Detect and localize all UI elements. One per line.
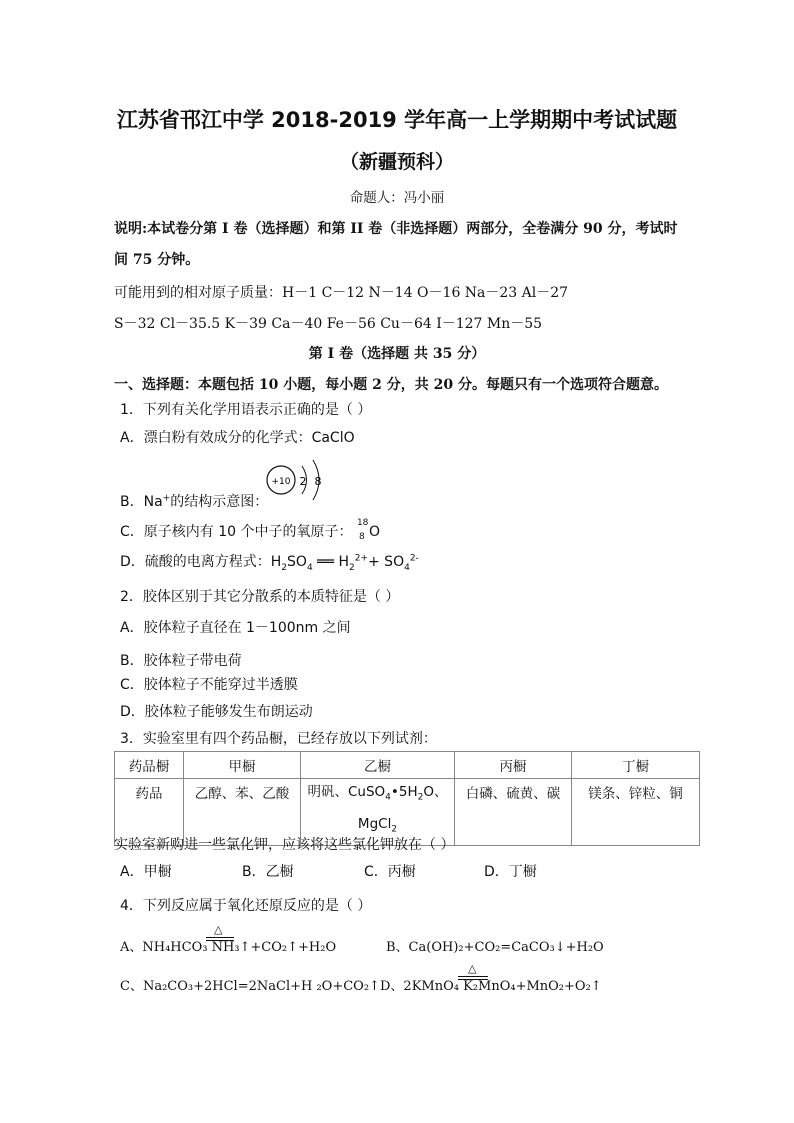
table-header-cell: 药品橱 [115,752,184,779]
table-header-cell: 丁橱 [572,752,700,779]
table-cell-bing: 白磷、硫黄、碳 [455,779,572,846]
q3-stem: 3．实验室里有四个药品橱，已经存放以下列试剂： [120,731,437,747]
reagent-cabinet-table [114,751,700,846]
heating-symbol: △ [214,923,223,936]
table-header-cell: 丙橱 [455,752,572,779]
q2-option-d: D．胶体粒子能够发生布朗运动 [120,704,313,720]
q1-option-a: A．漂白粉有效成分的化学式：CaClO [120,430,355,446]
atomic-masses-line-1: 可能用到的相对原子质量：H－1 C－12 N－14 O－16 Na－23 Al－27 [114,285,569,301]
instructions-line-2: 间 75 分钟。 [114,252,200,268]
table-cell-jia: 乙醇、苯、乙酸 [184,779,301,846]
shell-1-electrons: 2 [299,475,307,488]
q3-option-c: C．丙橱 [364,864,416,880]
q1-stem: 1．下列有关化学用语表示正确的是（ ） [120,402,372,418]
q2-option-b: B．胶体粒子带电荷 [120,653,242,669]
table-cell-label: 药品 [115,779,184,846]
sodium-ion-structure-diagram [262,456,332,502]
q4-option-d: D、2KMnO₄ K₂MnO₄+MnO₂+O₂↑ [380,979,602,994]
q4-option-a: A、NH₄HCO₃ NH₃↑+CO₂↑+H₂O [120,940,337,955]
table-header-cell: 甲橱 [184,752,301,779]
q3-option-b: B．乙橱 [242,864,294,880]
q4-option-c: C、Na₂CO₃+2HCl=2NaCl+H ₂O+CO₂↑ [120,979,380,994]
q1-option-c: C．原子核内有 10 个中子的氧原子： 18 8 O [120,518,380,542]
oxygen-isotope-notation: 18 8 [356,518,369,542]
q1-option-b: B．Na+的结构示意图： [120,493,269,510]
page-subtitle: （新疆预科） [339,151,454,173]
table-cell-yi: 明矾、$CuSO_4•5H_2O$、 MgCl$_2$ [301,779,455,846]
q4-stem: 4．下列反应属于氧化还原反应的是（ ） [120,898,372,914]
atomic-masses-line-2: S－32 Cl－35.5 K－39 Ca－40 Fe－56 Cu－64 I－127 Mn－55 [114,316,543,332]
section-heading: 第 I 卷（选择题 共 35 分） [308,346,486,362]
q3-option-d: D．丁橱 [484,864,537,880]
q2-option-c: C．胶体粒子不能穿过半透膜 [120,677,298,693]
author-line: 命题人：冯小丽 [349,190,445,206]
nucleus-charge: +10 [271,477,291,487]
q1-option-d: D．硫酸的电离方程式：$H_2SO_4$ ══ $H_2^{2+}+ SO_4^{2-}$ [120,553,419,573]
table-header-row [115,752,700,779]
heating-symbol: △ [468,962,477,975]
q3-followup: 实验室新购进一些氯化钾，应该将这些氯化钾放在（ ） [114,837,455,853]
q2-option-a: A．胶体粒子直径在 1－100nm 之间 [120,620,351,636]
table-header-cell: 乙橱 [301,752,455,779]
q3-option-a: A．甲橱 [120,864,172,880]
q4-option-b: B、Ca(OH)₂+CO₂=CaCO₃↓+H₂O [386,940,604,955]
shell-2-electrons: 8 [314,475,322,488]
q2-stem: 2．胶体区别于其它分散系的本质特征是（ ） [120,589,400,605]
instructions-line-1: 说明:本试卷分第 I 卷（选择题）和第 II 卷（非选择题）两部分，全卷满分 90 分，考试时 [114,221,678,237]
table-cell-ding: 镁条、锌粒、铜 [572,779,700,846]
page-title: 江苏省邗江中学 2018-2019 学年高一上学期期中考试试题 [116,108,678,132]
section-instruction: 一、选择题：本题包括 10 小题，每小题 2 分，共 20 分。每题只有一个选项符合题意。 [114,377,668,393]
